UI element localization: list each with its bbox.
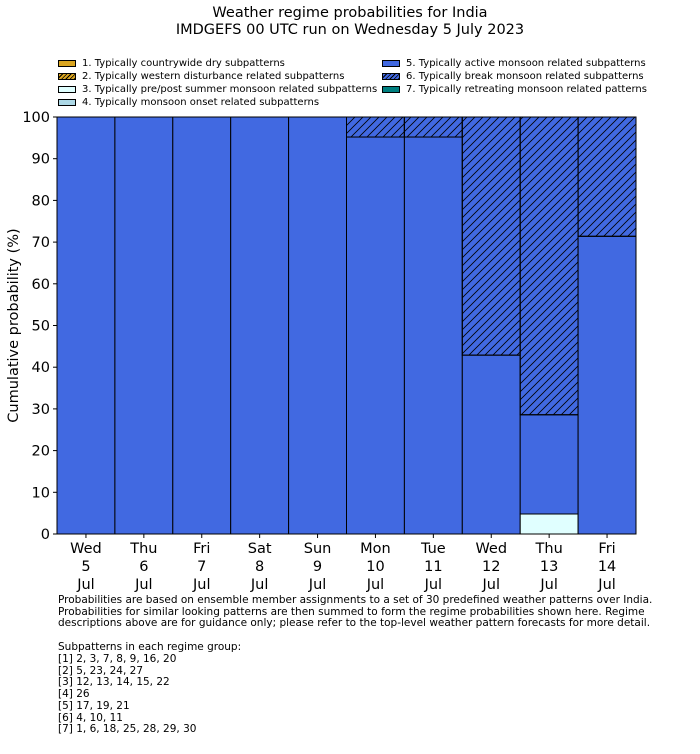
x-tick-label: Tue bbox=[420, 541, 446, 557]
legend-label: 6. Typically break monsoon related subpatterns bbox=[406, 71, 644, 82]
regime-group-line: [7] 1, 6, 18, 25, 28, 29, 30 bbox=[58, 723, 197, 736]
legend-label: 5. Typically active monsoon related subpatterns bbox=[406, 58, 646, 69]
legend-label: 4. Typically monsoon onset related subpatterns bbox=[82, 97, 320, 108]
x-tick-label: Jul bbox=[482, 577, 500, 593]
x-tick-label: Jul bbox=[77, 577, 95, 593]
x-tick-label: 7 bbox=[197, 559, 207, 575]
x-tick-label: 14 bbox=[597, 559, 617, 575]
x-tick-label: 5 bbox=[81, 559, 91, 575]
y-tick-label: 0 bbox=[40, 527, 50, 543]
x-tick-label: Thu bbox=[535, 541, 563, 557]
x-tick-label: Wed bbox=[70, 541, 102, 557]
x-tick-label: Mon bbox=[360, 541, 391, 557]
bar-segment bbox=[173, 117, 231, 534]
bar-segment bbox=[578, 236, 636, 534]
x-tick-label: 12 bbox=[482, 559, 501, 575]
x-tick-label: Fri bbox=[193, 541, 211, 557]
y-tick-label: 30 bbox=[31, 401, 50, 418]
regime-group-line: [5] 17, 19, 21 bbox=[58, 699, 130, 712]
bar-segment bbox=[57, 117, 115, 534]
x-tick-label: Sat bbox=[247, 541, 272, 557]
bar-hatch bbox=[578, 117, 636, 236]
x-tick-label: 11 bbox=[424, 559, 443, 575]
bar-segment bbox=[462, 355, 520, 534]
bar-segment bbox=[347, 137, 405, 534]
x-tick-label: 10 bbox=[366, 559, 385, 575]
x-tick-label: 6 bbox=[139, 559, 149, 575]
bar-hatch bbox=[462, 117, 520, 355]
footer-note-line: Probabilities for similar looking patterns are then summed to form the regime probabilities shown here. Regime bbox=[58, 605, 645, 618]
y-tick-label: 80 bbox=[31, 193, 50, 210]
x-tick-label: Fri bbox=[598, 541, 616, 557]
bar-segment bbox=[231, 117, 289, 534]
x-tick-label: Jul bbox=[598, 577, 616, 593]
x-tick-label: Jul bbox=[308, 577, 327, 593]
regime-group-line: [1] 2, 3, 7, 8, 9, 16, 20 bbox=[58, 653, 177, 665]
legend-label: 1. Typically countrywide dry subpatterns bbox=[82, 58, 285, 69]
x-tick-label: Sun bbox=[303, 541, 332, 557]
footer-note-line: descriptions above are for guidance only; please refer to the top-level weather pattern forecasts for more detail. bbox=[58, 617, 651, 630]
regime-group-line: [3] 12, 13, 14, 15, 22 bbox=[58, 676, 170, 689]
y-tick-label: 60 bbox=[31, 276, 50, 293]
y-tick-label: 20 bbox=[31, 443, 50, 460]
groups-heading: Subpatterns in each regime group: bbox=[58, 641, 242, 653]
y-tick-label: 90 bbox=[31, 151, 50, 168]
x-tick-label: Jul bbox=[540, 577, 558, 593]
y-tick-label: 40 bbox=[31, 360, 50, 377]
bar-segment bbox=[520, 415, 578, 514]
y-tick-label: 50 bbox=[31, 318, 50, 335]
bar-segment bbox=[520, 514, 578, 534]
bar-segment bbox=[289, 117, 347, 534]
chart-subtitle: IMDGEFS 00 UTC run on Wednesday 5 July 2023 bbox=[175, 22, 525, 38]
x-tick-label: Thu bbox=[130, 541, 158, 557]
bar-segment bbox=[115, 117, 173, 534]
x-tick-label: 8 bbox=[255, 559, 265, 575]
footer-note-line: Probabilities are based on ensemble member assignments to a set of 30 predefined weather patterns over India. bbox=[58, 594, 653, 606]
regime-group-line: [4] 26 bbox=[58, 688, 90, 701]
legend-label: 3. Typically pre/post summer monsoon related subpatterns bbox=[82, 84, 378, 95]
regime-group-line: [2] 5, 23, 24, 27 bbox=[58, 664, 143, 677]
legend-label: 2. Typically western disturbance related subpatterns bbox=[82, 71, 345, 82]
x-tick-label: Jul bbox=[135, 577, 153, 593]
x-tick-label: 13 bbox=[539, 559, 559, 575]
y-tick-label: 100 bbox=[22, 110, 50, 126]
y-tick-label: 10 bbox=[31, 485, 50, 502]
x-tick-label: Wed bbox=[475, 541, 508, 557]
bar-hatch bbox=[520, 117, 578, 415]
y-axis-label: Cumulative probability (%) bbox=[6, 228, 22, 423]
x-tick-label: Jul bbox=[250, 577, 269, 593]
x-tick-label: 9 bbox=[312, 559, 323, 575]
chart-title: Weather regime probabilities for India bbox=[212, 5, 488, 21]
footer-notes bbox=[58, 595, 652, 630]
regime-group-line: [6] 4, 10, 11 bbox=[58, 711, 123, 724]
x-tick-label: Jul bbox=[424, 577, 443, 593]
bar-hatch bbox=[347, 117, 405, 137]
groups-list bbox=[58, 654, 196, 736]
bar-segment bbox=[404, 137, 462, 534]
y-tick-label: 70 bbox=[31, 235, 50, 252]
bar-hatch bbox=[404, 117, 462, 137]
x-tick-label: Jul bbox=[366, 577, 385, 593]
legend-label: 7. Typically retreating monsoon related patterns bbox=[406, 84, 647, 95]
x-tick-label: Jul bbox=[193, 577, 211, 593]
